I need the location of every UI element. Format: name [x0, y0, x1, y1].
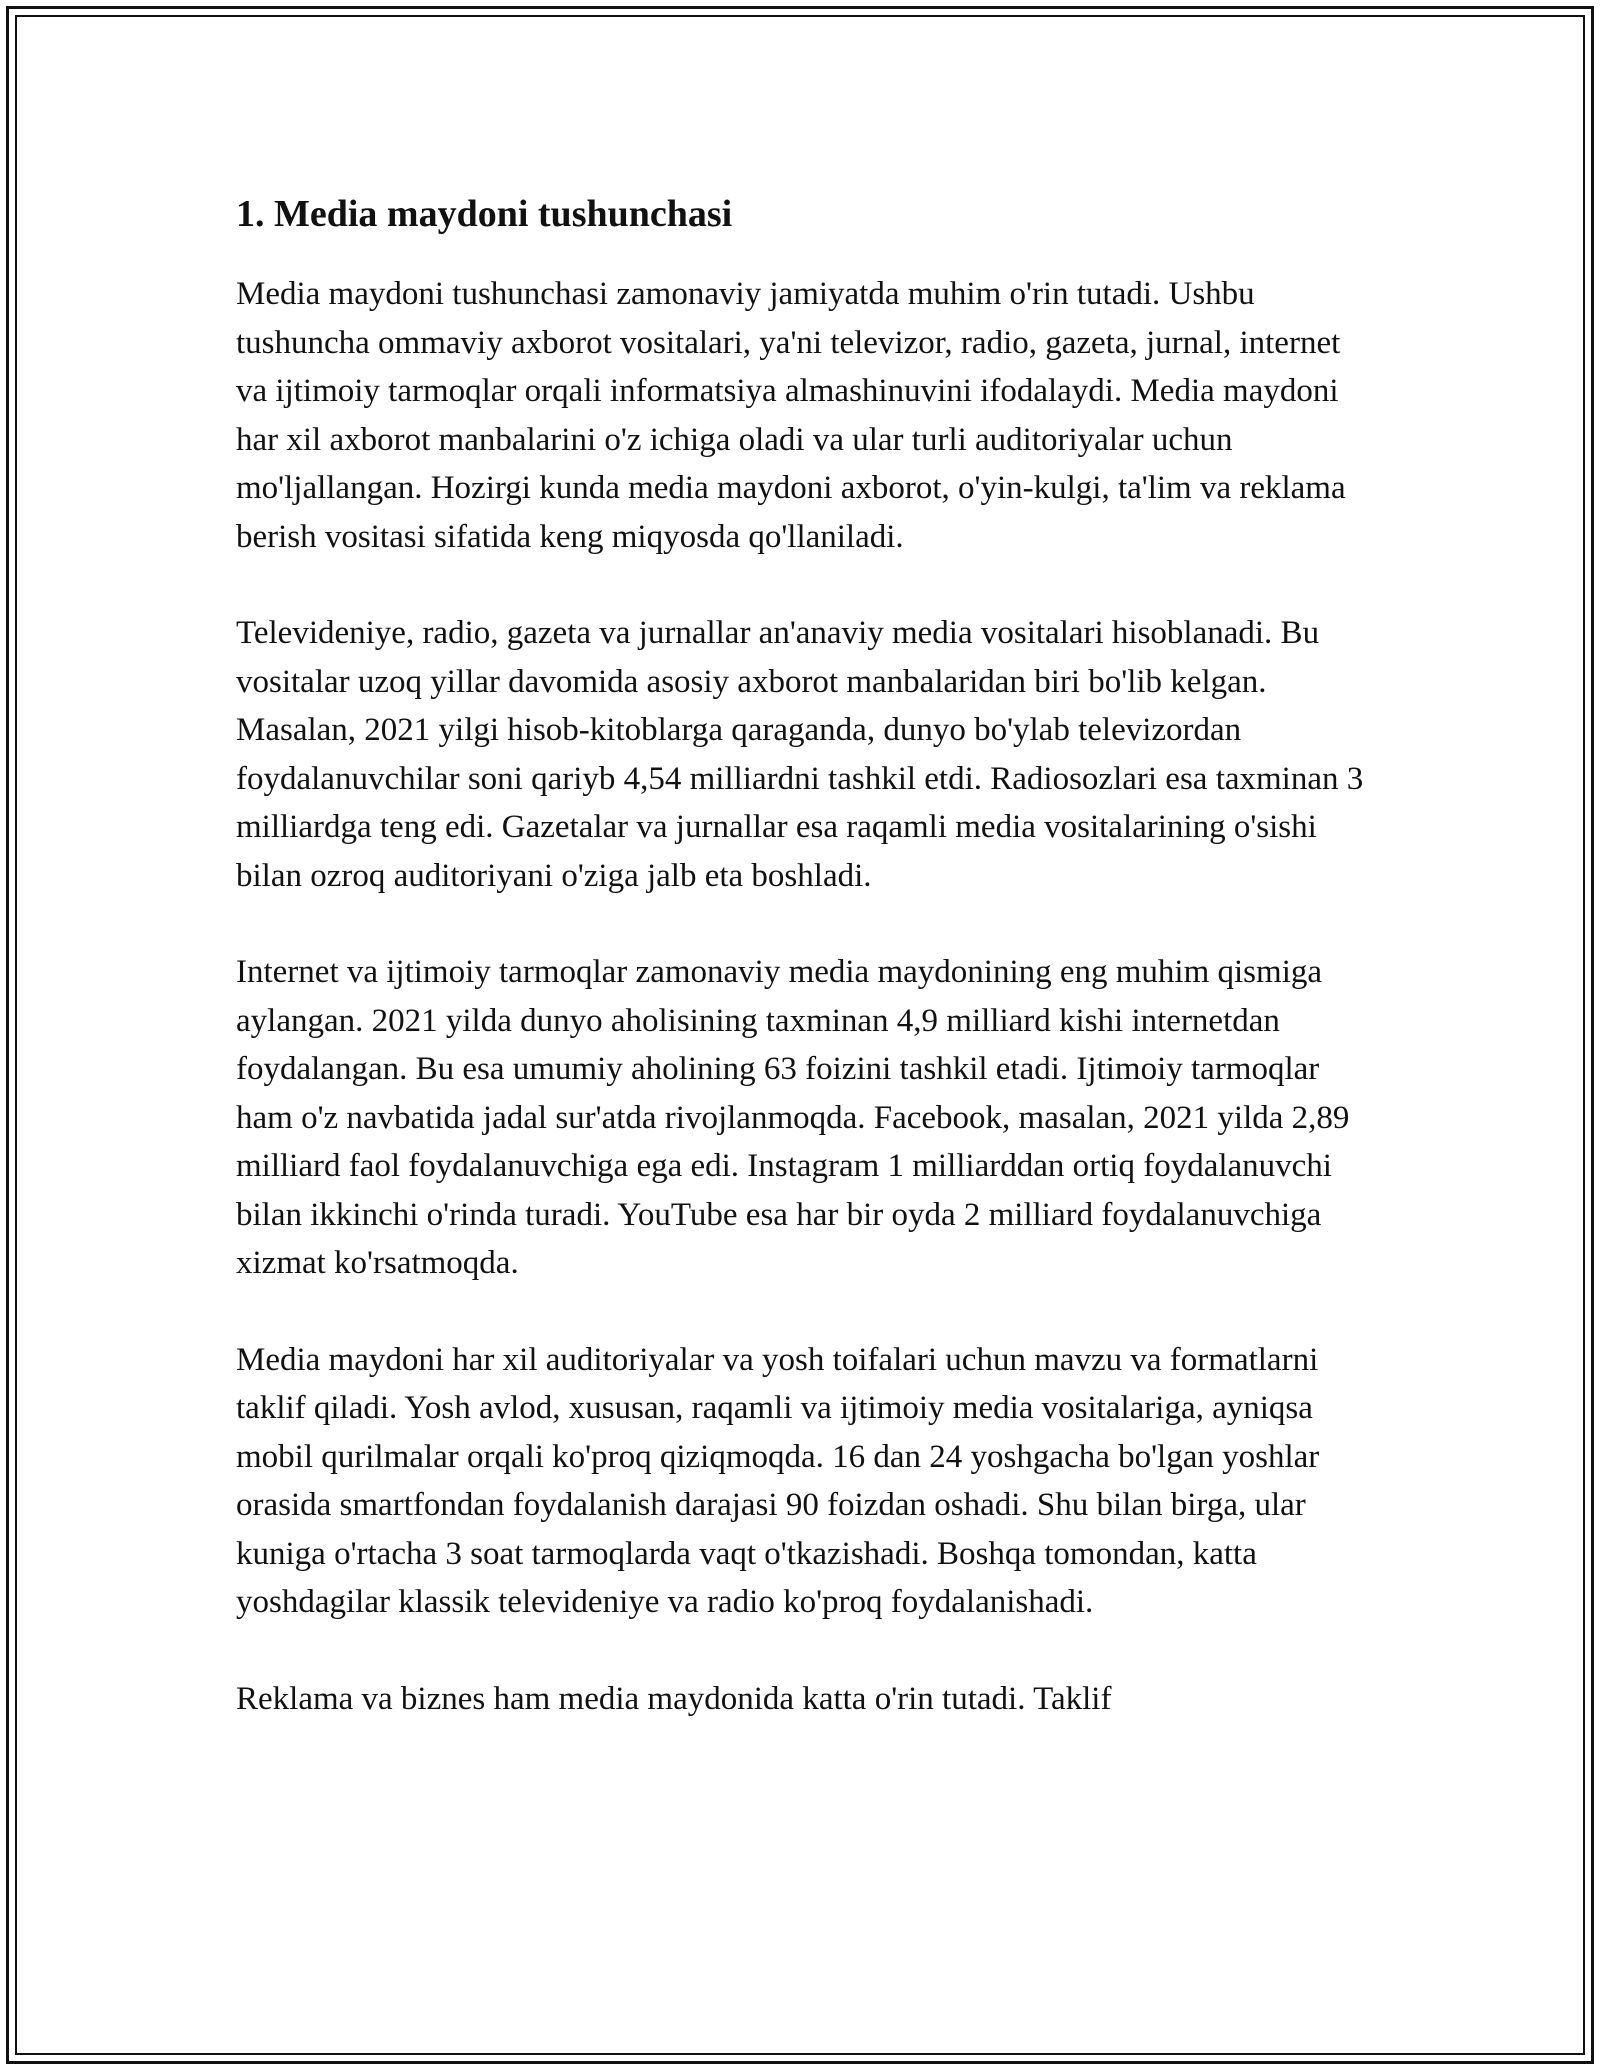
- paragraph-4: Media maydoni har xil auditoriyalar va yosh toifalari uchun mavzu va formatlarni taklif qiladi. Yosh avlod, xususan, raqamli va ijtimoiy media vositalariga, ayniqsa mobil qurilmalar orqali ko'proq qiziqmoqda. 16 dan 24 yoshgacha bo'lgan yoshlar orasida smartfondan foydalanish darajasi 90 foizdan oshadi. Shu bilan birga, ular kuniga o'rtacha 3 soat tarmoqlarda vaqt o'tkazishadi. Boshqa tomondan, katta yoshdagilar klassik televideniye va radio ko'proq foydalanishadi.: [236, 1341, 1320, 1620]
- section-title: 1. Media maydoni tushunchasi: [236, 193, 733, 235]
- document-body: [236, 186, 1376, 1771]
- paragraph-5: Reklama va biznes ham media maydonida katta o'rin tutadi. Taklif: [236, 1680, 1112, 1717]
- paragraph-3: Internet va ijtimoiy tarmoqlar zamonaviy media maydonining eng muhim qismiga aylangan. 2021 yilda dunyo aholisining taxminan 4,9 milliard kishi internetdan foydalangan. Bu esa umumiy aholining 63 foizini tashkil etadi. Ijtimoiy tarmoqlar ham o'z navbatida jadal sur'atda rivojlanmoqda. Facebook, masalan, 2021 yilda 2,89 milliard faol foydalanuvchiga ega edi. Instagram 1 milliarddan ortiq foydalanuvchi bilan ikkinchi o'rinda turadi. YouTube esa har bir oyda 2 milliard foydalanuvchiga xizmat ko'rsatmoqda.: [236, 954, 1350, 1281]
- paragraph-2: Televideniye, radio, gazeta va jurnallar an'anaviy media vositalari hisoblanadi. Bu vositalar uzoq yillar davomida asosiy axborot manbalaridan biri bo'lib kelgan. Masalan, 2021 yilgi hisob-kitoblarga qaraganda, dunyo bo'ylab televizordan foydalanuvchilar soni qariyb 4,54 milliardni tashkil etdi. Radiosozlari esa taxminan 3 milliardga teng edi. Gazetalar va jurnallar esa raqamli media vositalarining o'sishi bilan ozroq auditoriyani o'ziga jalb eta boshladi.: [236, 615, 1364, 894]
- paragraph-1: Media maydoni tushunchasi zamonaviy jamiyatda muhim o'rin tutadi. Ushbu tushuncha ommaviy axborot vositalari, ya'ni televizor, radio, gazeta, jurnal, internet va ijtimoiy tarmoqlar orqali informatsiya almashinuvini ifodalaydi. Media maydoni har xil axborot manbalarini o'z ichiga oladi va ular turli auditoriyalar uchun mo'ljallangan. Hozirgi kunda media maydoni axborot, o'yin-kulgi, ta'lim va reklama berish vositasi sifatida keng miqyosda qo'llaniladi.: [236, 276, 1346, 555]
